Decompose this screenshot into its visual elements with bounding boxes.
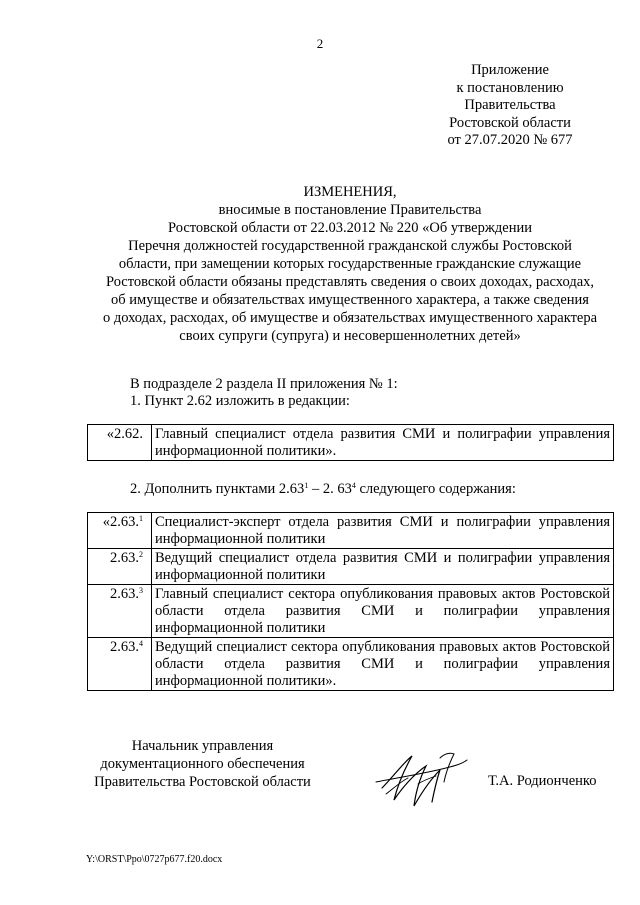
title-line: о доходах, расходах, об имуществе и обязательствах имущественного характера: [102, 310, 598, 326]
row-number-text: 2.63.: [110, 586, 139, 602]
item-2-middle: – 2. 63: [308, 481, 352, 497]
document-title: [70, 183, 630, 345]
row-text: Ведущий специалист сектора опубликования правовых актов Ростовской области отдела развития СМИ и полиграфии управления информационной политики».: [152, 638, 614, 691]
item-1-paragraph: 1. Пункт 2.62 изложить в редакции:: [130, 393, 350, 409]
file-path: Y:\ORST\Ppo\0727p677.f20.docx: [86, 854, 223, 865]
title-line: области, при замещении которых государственные гражданские служащие: [118, 256, 582, 272]
appendix-line: Приложение: [471, 62, 549, 78]
appendix-line: к постановлению: [456, 79, 564, 96]
row-number: [88, 638, 152, 691]
table-row: [88, 549, 614, 585]
row-text: Главный специалист отдела развития СМИ и полиграфии управления информационной политики».: [152, 425, 614, 461]
position-line: Правительства Ростовской области: [94, 774, 311, 790]
title-line: Перечня должностей государственной гражданской службы Ростовской: [128, 238, 572, 254]
row-number-sup: 4: [139, 639, 143, 648]
table-row: [88, 513, 614, 549]
row-number-sup: 3: [139, 586, 143, 595]
title-line: своих супруги (супруга) и несовершеннолетних детей»: [179, 328, 521, 344]
row-text: Специалист-эксперт отдела развития СМИ и полиграфии управления информационной политики: [152, 513, 614, 549]
row-number: [88, 513, 152, 549]
item-2-sup-1: 1: [304, 481, 309, 490]
title-line: вносимые в постановление Правительства: [218, 202, 482, 218]
title-line: об имуществе и обязательствах имущественного характера, а также сведения: [111, 292, 589, 308]
item-2-sup-2: 4: [351, 481, 356, 490]
appendix-line: Ростовской области: [449, 114, 571, 131]
item-2-suffix: следующего содержания:: [355, 481, 516, 497]
row-number-sup: 2: [139, 550, 143, 559]
row-number-text: 2.63.: [110, 639, 139, 655]
appendix-header: [440, 62, 580, 150]
appendix-line: от 27.07.2020 № 677: [447, 132, 573, 148]
row-number: [88, 425, 152, 461]
table-row: [88, 638, 614, 691]
row-text: Главный специалист сектора опубликования правовых актов Ростовской области отдела развития СМИ и полиграфии управления информационной политики: [152, 585, 614, 638]
row-number-text: «2.62.: [106, 426, 143, 442]
row-number-sup: 1: [139, 514, 143, 523]
title-heading: ИЗМЕНЕНИЯ,: [303, 184, 397, 200]
amendment-table-2: [87, 512, 614, 691]
signatory-position: [70, 737, 335, 791]
handwritten-signature: [374, 748, 469, 813]
signatory-name: Т.А. Родионченко: [488, 773, 597, 789]
amendment-table-1: [87, 424, 614, 461]
page-number: 2: [316, 36, 324, 51]
item-2-paragraph: [130, 481, 516, 498]
row-number: [88, 549, 152, 585]
table-row: [88, 425, 614, 461]
row-text: Ведущий специалист отдела развития СМИ и полиграфии управления информационной политики: [152, 549, 614, 585]
title-line: Ростовской области от 22.03.2012 № 220 «Об утверждении: [168, 220, 532, 236]
row-number-text: «2.63.: [102, 514, 139, 530]
table-row: [88, 585, 614, 638]
position-line: документационного обеспечения: [100, 756, 305, 772]
row-number-text: 2.63.: [110, 550, 139, 566]
position-line: Начальник управления: [131, 738, 274, 754]
appendix-line: Правительства: [464, 97, 556, 113]
row-number: [88, 585, 152, 638]
title-line: Ростовской области обязаны представлять сведения о своих доходах, расходах,: [105, 274, 595, 290]
intro-paragraph: В подразделе 2 раздела II приложения № 1:: [130, 376, 398, 392]
item-2-prefix: 2. Дополнить пунктами 2.63: [130, 481, 305, 497]
